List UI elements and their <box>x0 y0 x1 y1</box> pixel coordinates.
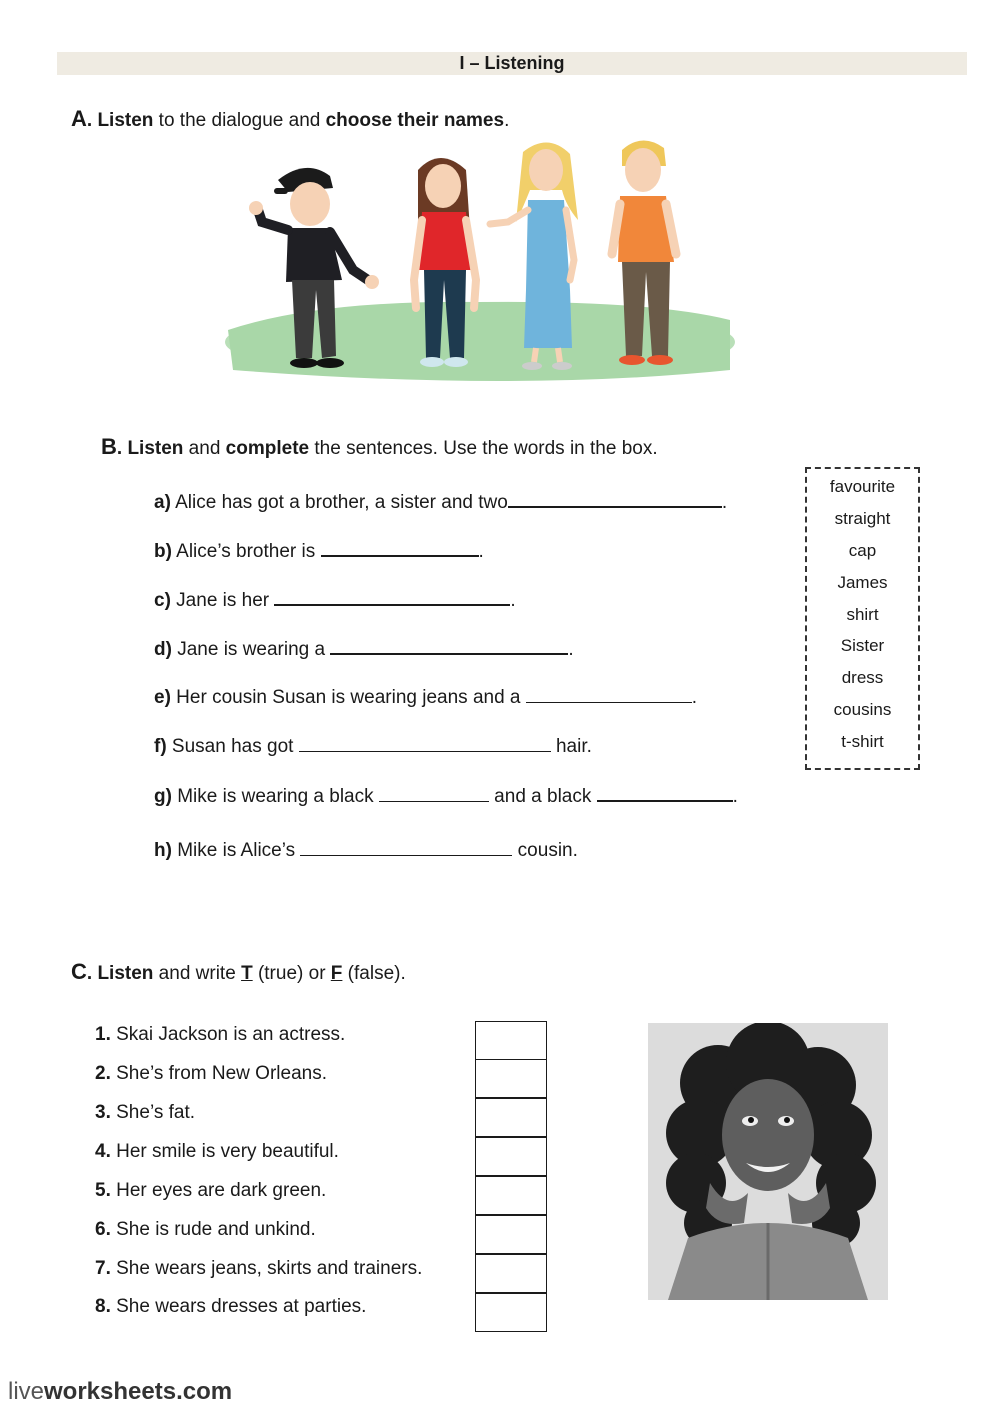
answer-blank[interactable] <box>508 488 722 508</box>
answer-blank-2[interactable] <box>597 782 733 802</box>
sentence-text: Susan has got <box>166 736 299 757</box>
sentence-end: . <box>568 639 574 660</box>
word-box <box>805 467 920 770</box>
tf-answer-box-3[interactable] <box>475 1098 547 1137</box>
answer-blank[interactable] <box>321 537 479 557</box>
section-header: I – Listening <box>57 52 967 75</box>
section-c-text: and write <box>153 963 242 984</box>
sentence-g <box>154 782 738 808</box>
word-box-item: James <box>837 573 888 592</box>
section-c-letter: C <box>71 959 87 984</box>
section-c-dot: . <box>86 963 93 984</box>
section-a-letter: A <box>71 106 87 131</box>
tf-statement-7 <box>95 1258 422 1280</box>
answer-blank[interactable] <box>330 635 568 655</box>
tf-answer-box-5[interactable] <box>475 1176 547 1215</box>
tf-statement-5 <box>95 1180 326 1202</box>
section-c-text-2: (true) or <box>252 963 331 984</box>
sentence-text: Alice has got a brother, a sister and two <box>170 492 508 513</box>
answer-blank[interactable] <box>274 586 510 606</box>
tf-answer-box-2[interactable] <box>475 1059 547 1098</box>
section-c-end: (false). <box>342 963 406 984</box>
tf-answer-box-1[interactable] <box>475 1021 547 1060</box>
sentence-text: Jane is her <box>170 590 275 611</box>
section-a-dot: . <box>86 110 93 131</box>
logo-bold-text: worksheets.com <box>44 1378 233 1405</box>
word-box-item: t-shirt <box>841 732 884 751</box>
answer-blank[interactable] <box>300 837 512 856</box>
false-letter: F <box>330 963 343 984</box>
sentence-h <box>154 837 578 862</box>
tf-number: 4. <box>95 1141 111 1162</box>
tf-text: Skai Jackson is an actress. <box>110 1024 346 1045</box>
tf-statement-3 <box>95 1102 195 1124</box>
sentence-end: . <box>478 541 484 562</box>
tf-number: 6. <box>95 1219 111 1240</box>
sentence-end: . <box>691 687 698 708</box>
tf-statement-1 <box>95 1024 345 1046</box>
tf-number: 5. <box>95 1180 111 1201</box>
section-b-bold-listen: Listen <box>127 438 184 459</box>
sentence-e <box>154 684 697 709</box>
answer-blank-1[interactable] <box>379 783 489 802</box>
word-box-item: straight <box>834 509 891 528</box>
sentence-end: hair. <box>550 736 592 757</box>
tf-statement-8 <box>95 1296 366 1318</box>
tf-answer-box-7[interactable] <box>475 1254 547 1293</box>
tf-number: 2. <box>95 1063 111 1084</box>
tf-text: She’s fat. <box>110 1102 196 1123</box>
sentence-c <box>154 586 516 612</box>
section-b-end: the sentences. Use the words in the box. <box>309 438 658 459</box>
portrait-drawing <box>648 1023 888 1300</box>
sentence-label: f) <box>154 736 167 757</box>
sentence-text-mid: and a black <box>488 786 597 807</box>
tf-answer-box-4[interactable] <box>475 1137 547 1176</box>
section-c-bold-listen: Listen <box>97 963 154 984</box>
sentence-f <box>154 733 592 758</box>
section-b-letter: B <box>101 434 117 459</box>
sentence-d <box>154 635 574 661</box>
tf-text: Her smile is very beautiful. <box>110 1141 339 1162</box>
tf-answer-box-6[interactable] <box>475 1215 547 1254</box>
sentence-label: d) <box>154 639 172 660</box>
section-b-bold-complete: complete <box>225 438 310 459</box>
word-box-item: cousins <box>833 700 892 719</box>
sentence-label: h) <box>154 840 172 861</box>
portrait-photo <box>648 1023 888 1300</box>
sentence-text: Her cousin Susan is wearing jeans and a <box>170 687 526 708</box>
sentence-label: b) <box>154 541 172 562</box>
section-a-text: to the dialogue and <box>153 110 326 131</box>
word-box-item: Sister <box>840 636 885 655</box>
sentence-end: . <box>732 786 738 807</box>
true-letter: T <box>241 963 253 984</box>
sentence-a <box>154 488 727 514</box>
sentence-text: Jane is wearing a <box>171 639 331 660</box>
sentence-b <box>154 537 484 563</box>
tf-text: She’s from New Orleans. <box>110 1063 327 1084</box>
liveworksheets-logo[interactable] <box>8 1378 232 1406</box>
section-b-text: and <box>183 438 226 459</box>
sentence-end: cousin. <box>512 840 578 861</box>
tf-text: Her eyes are dark green. <box>110 1180 327 1201</box>
word-box-item: cap <box>848 541 877 560</box>
section-b-dot: . <box>116 438 123 459</box>
section-a-instruction <box>71 106 509 132</box>
answer-blank[interactable] <box>526 684 692 703</box>
section-b-instruction <box>101 434 658 460</box>
sentence-label: g) <box>154 786 172 807</box>
tf-answer-box-8[interactable] <box>475 1293 547 1332</box>
sentence-end: . <box>721 492 728 513</box>
answer-blank[interactable] <box>299 733 551 752</box>
section-a-bold-choose: choose their names <box>325 110 505 131</box>
logo-light-text: live <box>8 1378 45 1405</box>
tf-number: 1. <box>95 1024 111 1045</box>
sentence-label: a) <box>154 492 171 513</box>
sentence-label: c) <box>154 590 171 611</box>
tf-number: 7. <box>95 1258 111 1279</box>
sentence-label: e) <box>154 687 171 708</box>
sentence-text: Mike is Alice’s <box>171 840 301 861</box>
sentence-end: . <box>510 590 516 611</box>
four-teenagers-illustration <box>218 130 738 388</box>
tf-statement-4 <box>95 1141 339 1163</box>
sentence-text: Alice’s brother is <box>171 541 321 562</box>
word-box-item: dress <box>841 668 884 687</box>
word-box-item: favourite <box>829 477 896 496</box>
section-c-instruction <box>71 959 406 985</box>
tf-text: She is rude and unkind. <box>110 1219 316 1240</box>
sentence-text: Mike is wearing a black <box>171 786 379 807</box>
tf-statement-2 <box>95 1063 327 1085</box>
tf-text: She wears dresses at parties. <box>110 1296 367 1317</box>
tf-number: 3. <box>95 1102 111 1123</box>
section-a-end: . <box>504 110 510 131</box>
tf-text: She wears jeans, skirts and trainers. <box>110 1258 423 1279</box>
section-a-bold-listen: Listen <box>97 110 154 131</box>
tf-statement-6 <box>95 1219 316 1241</box>
word-box-item: shirt <box>846 605 879 624</box>
tf-number: 8. <box>95 1296 111 1317</box>
